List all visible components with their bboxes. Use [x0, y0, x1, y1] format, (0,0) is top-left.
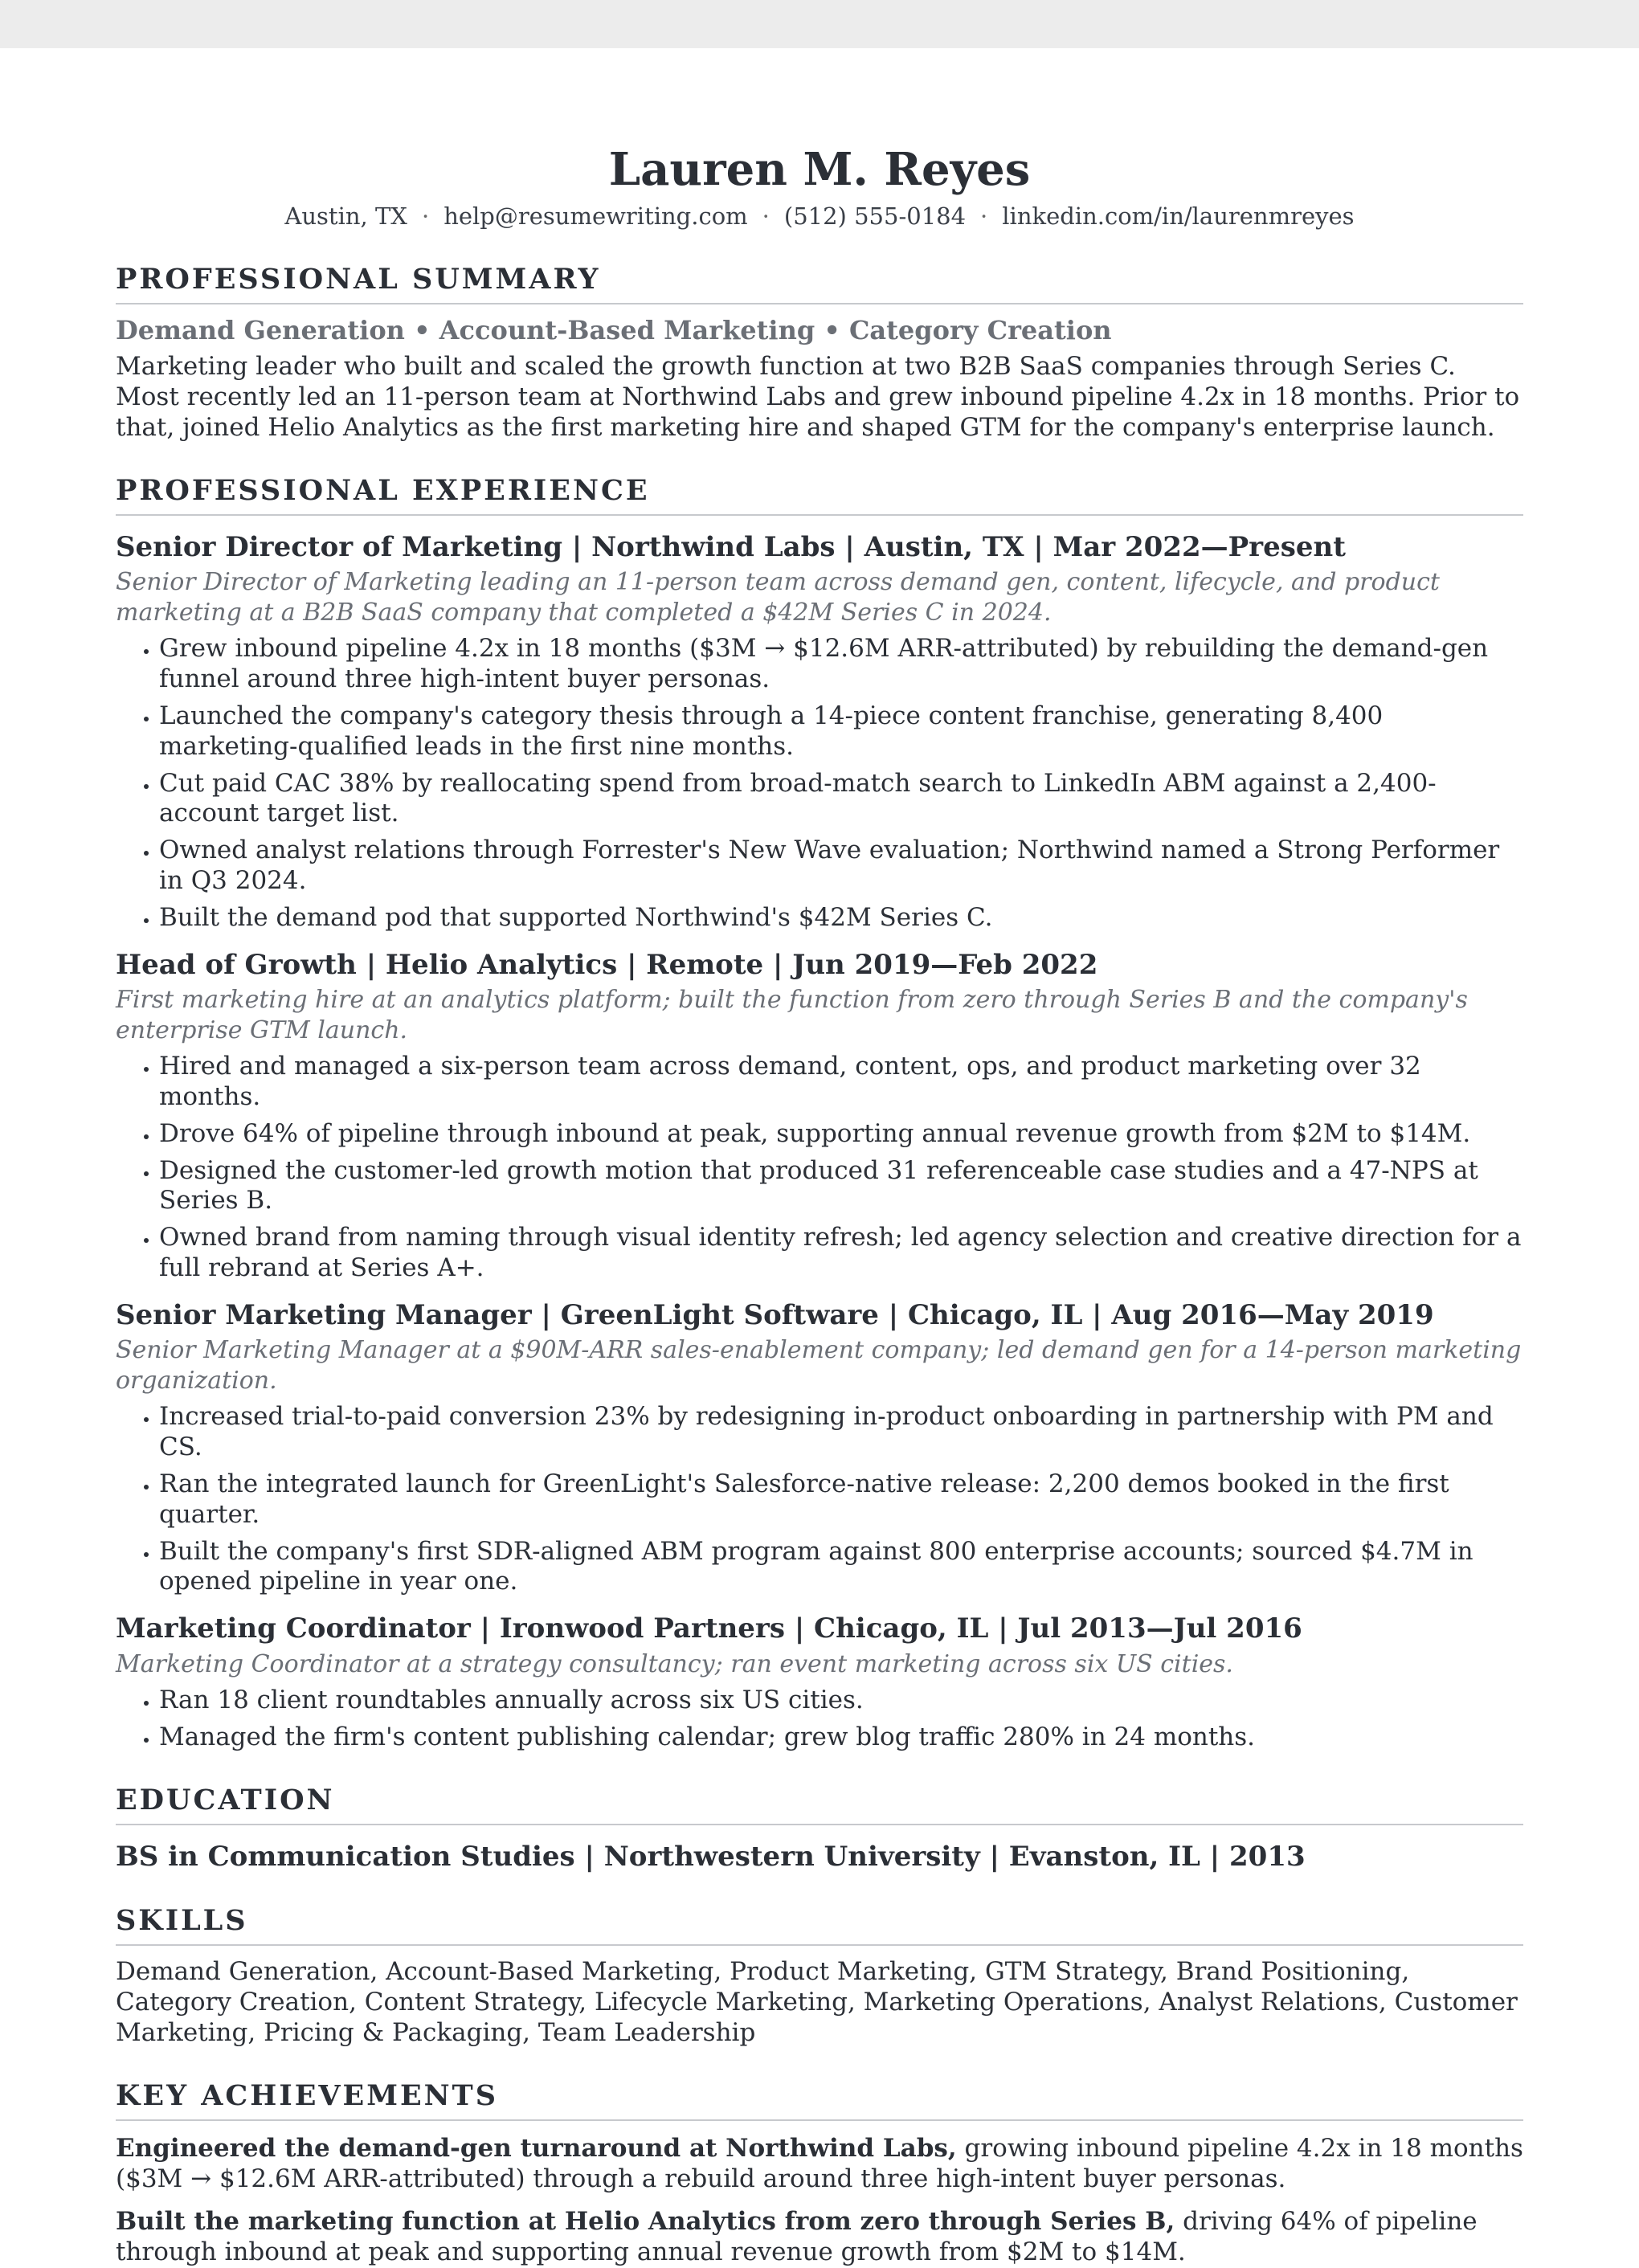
achievement-lead: Engineered the demand-gen turnaround at Northwind Labs,	[116, 2133, 957, 2163]
contact-separator: ·	[762, 202, 770, 231]
section-heading-education: EDUCATION	[116, 1784, 1523, 1825]
bullet-item: • Increased trial-to-paid conversion 23% by redesigning in-product onboarding in partnership with PM and CS.	[159, 1402, 1523, 1463]
job-description: Senior Director of Marketing leading an 11-person team across demand gen, content, lifecycle, and product marketing at a B2B SaaS company that completed a $42M Series C in 2024.	[116, 568, 1440, 627]
job-title: Senior Director of Marketing | Northwind Labs | Austin, TX | Mar 2022—Present	[116, 530, 1346, 563]
contact-location: Austin, TX	[284, 202, 407, 231]
section-heading-experience: PROFESSIONAL EXPERIENCE	[116, 474, 1523, 516]
achievement-item	[116, 2207, 1523, 2268]
achievement-lead: Built the marketing function at Helio Analytics from zero through Series B,	[116, 2207, 1175, 2237]
contact-line	[116, 202, 1523, 232]
job-title: Marketing Coordinator | Ironwood Partners | Chicago, IL | Jul 2013—Jul 2016	[116, 1612, 1302, 1645]
contact-separator: ·	[421, 202, 430, 231]
resume-page	[0, 143, 1639, 2268]
job-entry	[116, 1612, 1523, 1753]
bullet-item: • Drove 64% of pipeline through inbound at peak, supporting annual revenue growth from $2M to $14M.	[159, 1119, 1523, 1150]
skills-text: Demand Generation, Account-Based Marketing, Product Marketing, GTM Strategy, Brand Positioning, Category Creation, Content Strategy, Lifecycle Marketing, Marketing Operations, Analyst Relations, Customer Marketing, Pricing & Packaging, Team Leadership	[116, 1957, 1518, 2048]
section-heading-achievements: KEY ACHIEVEMENTS	[116, 2079, 1523, 2121]
viewer-top-bar	[0, 0, 1639, 48]
contact-separator: ·	[980, 202, 988, 231]
bullet-item: • Built the company's first SDR-aligned ABM program against 800 enterprise accounts; sourced $4.7M in opened pipeline in year one.	[159, 1537, 1523, 1598]
bullet-item: • Launched the company's category thesis through a 14-piece content franchise, generating 8,400 marketing-qualified leads in the first nine months.	[159, 701, 1523, 762]
contact-linkedin[interactable]: linkedin.com/in/laurenmreyes	[1002, 202, 1355, 231]
bullet-item: • Grew inbound pipeline 4.2x in 18 months ($3M → $12.6M ARR-attributed) by rebuilding the demand-gen funnel around three high-intent buyer personas.	[159, 634, 1523, 695]
job-description: First marketing hire at an analytics platform; built the function from zero through Series B and the company's enterprise GTM launch.	[116, 986, 1468, 1044]
contact-phone: (512) 555-0184	[783, 202, 967, 231]
bullet-item: • Owned brand from naming through visual identity refresh; led agency selection and creative direction for a full rebrand at Series A+.	[159, 1223, 1523, 1284]
job-entry	[116, 530, 1523, 934]
education-entry: BS in Communication Studies | Northwestern University | Evanston, IL | 2013	[116, 1840, 1306, 1873]
candidate-name: Lauren M. Reyes	[608, 143, 1031, 196]
achievement-text: driving 64% of pipeline through inbound at peak and supporting annual revenue growth from $2M to $14M.	[116, 2207, 1478, 2267]
summary-tagline: Demand Generation • Account-Based Marketing • Category Creation	[116, 314, 1112, 345]
job-bullets	[116, 1052, 1523, 1284]
job-description: Marketing Coordinator at a strategy consultancy; ran event marketing across six US cities.	[116, 1649, 1233, 1678]
job-title: Senior Marketing Manager | GreenLight Software | Chicago, IL | Aug 2016—May 2019	[116, 1298, 1434, 1331]
bullet-item: • Cut paid CAC 38% by reallocating spend from broad-match search to LinkedIn ABM against a 2,400-account target list.	[159, 769, 1523, 830]
achievement-text: growing inbound pipeline 4.2x in 18 months ($3M → $12.6M ARR-attributed) through a rebuild around three high-intent buyer personas.	[116, 2133, 1523, 2193]
bullet-item: • Ran the integrated launch for GreenLight's Salesforce-native release: 2,200 demos booked in the first quarter.	[159, 1469, 1523, 1530]
job-bullets	[116, 634, 1523, 933]
bullet-item: • Built the demand pod that supported Northwind's $42M Series C.	[159, 903, 1523, 934]
bullet-item: • Designed the customer-led growth motion that produced 31 referenceable case studies and a 47-NPS at Series B.	[159, 1156, 1523, 1217]
job-bullets	[116, 1686, 1523, 1753]
bullet-item: • Managed the firm's content publishing calendar; grew blog traffic 280% in 24 months.	[159, 1722, 1523, 1753]
bullet-item: • Owned analyst relations through Forrester's New Wave evaluation; Northwind named a Strong Performer in Q3 2024.	[159, 836, 1523, 897]
job-entry	[116, 1298, 1523, 1597]
job-title: Head of Growth | Helio Analytics | Remote | Jun 2019—Feb 2022	[116, 948, 1098, 981]
bullet-item: • Hired and managed a six-person team across demand, content, ops, and product marketing over 32 months.	[159, 1052, 1523, 1113]
job-description: Senior Marketing Manager at a $90M-ARR sales-enablement company; led demand gen for a 14-person marketing organization.	[116, 1336, 1522, 1395]
section-heading-skills: SKILLS	[116, 1904, 1523, 1946]
job-entry	[116, 948, 1523, 1284]
achievement-item	[116, 2134, 1523, 2195]
summary-text: Marketing leader who built and scaled the growth function at two B2B SaaS companies through Series C. Most recently led an 11-person team at Northwind Labs and grew inbound pipeline 4.2x in 18 months. Prior to that, joined Helio Analytics as the first marketing hire and shaped GTM for the company's enterprise launch.	[116, 352, 1520, 443]
section-heading-summary: PROFESSIONAL SUMMARY	[116, 263, 1523, 304]
contact-email[interactable]: help@resumewriting.com	[443, 202, 748, 231]
bullet-item: • Ran 18 client roundtables annually across six US cities.	[159, 1686, 1523, 1716]
job-bullets	[116, 1402, 1523, 1597]
